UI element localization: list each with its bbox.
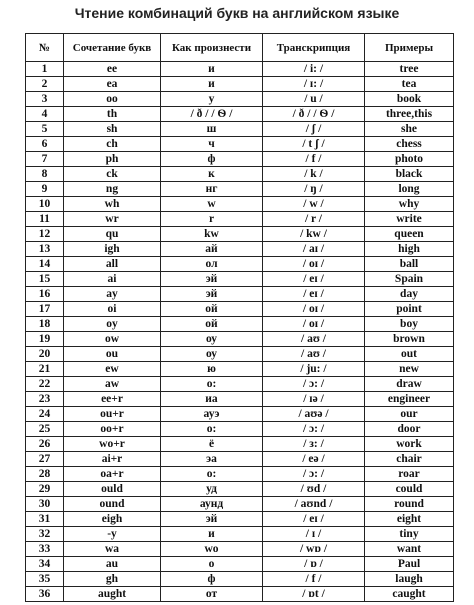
table-row	[26, 287, 454, 302]
cell-letter-combination: ou	[64, 347, 161, 362]
cell-transcription: / aʊnd /	[263, 497, 365, 512]
table-row	[26, 452, 454, 467]
cell-letter-combination: wr	[64, 212, 161, 227]
table-row	[26, 182, 454, 197]
cell-example: brown	[365, 332, 454, 347]
cell-number: 33	[26, 542, 64, 557]
cell-example: Spain	[365, 272, 454, 287]
cell-transcription: / f /	[263, 152, 365, 167]
table-row	[26, 167, 454, 182]
cell-pronunciation: ол	[161, 257, 263, 272]
table-row	[26, 437, 454, 452]
cell-example: new	[365, 362, 454, 377]
cell-transcription: / kw /	[263, 227, 365, 242]
cell-letter-combination: ea	[64, 77, 161, 92]
cell-letter-combination: ow	[64, 332, 161, 347]
cell-pronunciation: о	[161, 557, 263, 572]
cell-pronunciation: ш	[161, 122, 263, 137]
cell-example: round	[365, 497, 454, 512]
cell-transcription: / ɔ: /	[263, 377, 365, 392]
table-row	[26, 527, 454, 542]
cell-transcription: / k /	[263, 167, 365, 182]
cell-pronunciation: нг	[161, 182, 263, 197]
cell-transcription: / eə /	[263, 452, 365, 467]
cell-example: roar	[365, 467, 454, 482]
table-row	[26, 317, 454, 332]
table-row	[26, 542, 454, 557]
cell-pronunciation: ой	[161, 302, 263, 317]
cell-transcription: / r /	[263, 212, 365, 227]
table-row	[26, 482, 454, 497]
cell-number: 17	[26, 302, 64, 317]
cell-example: day	[365, 287, 454, 302]
table-row	[26, 122, 454, 137]
cell-example: point	[365, 302, 454, 317]
cell-transcription: / ʊd /	[263, 482, 365, 497]
cell-letter-combination: ou+r	[64, 407, 161, 422]
header-letter-combination: Сочетание букв	[64, 34, 161, 62]
cell-transcription: / ɔ: /	[263, 467, 365, 482]
cell-pronunciation: ё	[161, 437, 263, 452]
cell-pronunciation: о:	[161, 422, 263, 437]
cell-letter-combination: -y	[64, 527, 161, 542]
cell-pronunciation: ю	[161, 362, 263, 377]
cell-example: tea	[365, 77, 454, 92]
cell-letter-combination: oa+r	[64, 467, 161, 482]
cell-pronunciation: ой	[161, 317, 263, 332]
cell-pronunciation: kw	[161, 227, 263, 242]
table-row	[26, 407, 454, 422]
cell-pronunciation: эа	[161, 452, 263, 467]
table-row	[26, 587, 454, 602]
cell-number: 4	[26, 107, 64, 122]
cell-pronunciation: у	[161, 92, 263, 107]
cell-number: 20	[26, 347, 64, 362]
cell-example: high	[365, 242, 454, 257]
cell-transcription: / oɪ /	[263, 257, 365, 272]
cell-number: 36	[26, 587, 64, 602]
cell-transcription: / oɪ /	[263, 302, 365, 317]
cell-letter-combination: sh	[64, 122, 161, 137]
cell-example: chair	[365, 452, 454, 467]
page-title: Чтение комбинаций букв на английском языке	[74, 5, 400, 21]
cell-example: eight	[365, 512, 454, 527]
cell-letter-combination: ee+r	[64, 392, 161, 407]
cell-pronunciation: и	[161, 527, 263, 542]
cell-letter-combination: ph	[64, 152, 161, 167]
cell-number: 29	[26, 482, 64, 497]
table-body	[26, 62, 454, 602]
cell-transcription: / ɪ: /	[263, 77, 365, 92]
cell-pronunciation: ф	[161, 572, 263, 587]
cell-example: long	[365, 182, 454, 197]
cell-number: 15	[26, 272, 64, 287]
table-row	[26, 557, 454, 572]
cell-example: laugh	[365, 572, 454, 587]
cell-example: chess	[365, 137, 454, 152]
cell-pronunciation: wo	[161, 542, 263, 557]
cell-letter-combination: ay	[64, 287, 161, 302]
cell-transcription: / wɒ /	[263, 542, 365, 557]
cell-transcription: / u /	[263, 92, 365, 107]
table-row	[26, 347, 454, 362]
cell-example: tiny	[365, 527, 454, 542]
cell-pronunciation: и	[161, 62, 263, 77]
cell-example: engineer	[365, 392, 454, 407]
cell-transcription: / f /	[263, 572, 365, 587]
cell-letter-combination: ew	[64, 362, 161, 377]
cell-example: she	[365, 122, 454, 137]
header-transcription: Транскрипция	[263, 34, 365, 62]
cell-transcription: / eɪ /	[263, 287, 365, 302]
cell-example: photo	[365, 152, 454, 167]
cell-transcription: / ɒt /	[263, 587, 365, 602]
table-row	[26, 242, 454, 257]
cell-transcription: / ɔ: /	[263, 422, 365, 437]
cell-example: boy	[365, 317, 454, 332]
table-header-row	[26, 34, 454, 62]
cell-number: 13	[26, 242, 64, 257]
cell-transcription: / eɪ /	[263, 512, 365, 527]
table-row	[26, 77, 454, 92]
cell-number: 21	[26, 362, 64, 377]
table-row	[26, 197, 454, 212]
cell-transcription: / ju: /	[263, 362, 365, 377]
cell-example: door	[365, 422, 454, 437]
cell-number: 35	[26, 572, 64, 587]
cell-letter-combination: aw	[64, 377, 161, 392]
cell-pronunciation: ай	[161, 242, 263, 257]
cell-number: 23	[26, 392, 64, 407]
cell-number: 31	[26, 512, 64, 527]
header-pronunciation: Как произнести	[161, 34, 263, 62]
table-row	[26, 512, 454, 527]
cell-transcription: / ɒ /	[263, 557, 365, 572]
cell-number: 8	[26, 167, 64, 182]
table-row	[26, 392, 454, 407]
cell-number: 24	[26, 407, 64, 422]
cell-number: 30	[26, 497, 64, 512]
table-row	[26, 377, 454, 392]
cell-transcription: / t ʃ /	[263, 137, 365, 152]
cell-number: 5	[26, 122, 64, 137]
cell-pronunciation: / ð / / Ѳ /	[161, 107, 263, 122]
cell-example: tree	[365, 62, 454, 77]
cell-number: 6	[26, 137, 64, 152]
cell-pronunciation: о:	[161, 377, 263, 392]
letter-combinations-table	[25, 33, 454, 602]
cell-number: 3	[26, 92, 64, 107]
cell-letter-combination: oo+r	[64, 422, 161, 437]
header-examples: Примеры	[365, 34, 454, 62]
cell-transcription: / ð / / Ѳ /	[263, 107, 365, 122]
table-row	[26, 467, 454, 482]
cell-letter-combination: oi	[64, 302, 161, 317]
cell-pronunciation: ф	[161, 152, 263, 167]
table-row	[26, 272, 454, 287]
cell-number: 18	[26, 317, 64, 332]
table-row	[26, 497, 454, 512]
cell-number: 7	[26, 152, 64, 167]
cell-transcription: / ʃ /	[263, 122, 365, 137]
cell-letter-combination: ee	[64, 62, 161, 77]
table-row	[26, 152, 454, 167]
table-row	[26, 92, 454, 107]
cell-letter-combination: aught	[64, 587, 161, 602]
table-row	[26, 422, 454, 437]
cell-number: 25	[26, 422, 64, 437]
cell-letter-combination: igh	[64, 242, 161, 257]
cell-pronunciation: и	[161, 77, 263, 92]
cell-example: could	[365, 482, 454, 497]
cell-transcription: / з: /	[263, 437, 365, 452]
cell-example: ball	[365, 257, 454, 272]
cell-number: 11	[26, 212, 64, 227]
cell-example: out	[365, 347, 454, 362]
cell-letter-combination: au	[64, 557, 161, 572]
cell-transcription: / aʊ /	[263, 347, 365, 362]
cell-example: work	[365, 437, 454, 452]
cell-example: queen	[365, 227, 454, 242]
cell-letter-combination: wo+r	[64, 437, 161, 452]
cell-example: write	[365, 212, 454, 227]
cell-letter-combination: wh	[64, 197, 161, 212]
cell-number: 27	[26, 452, 64, 467]
cell-letter-combination: ng	[64, 182, 161, 197]
cell-number: 16	[26, 287, 64, 302]
cell-number: 9	[26, 182, 64, 197]
cell-pronunciation: от	[161, 587, 263, 602]
cell-transcription: / aʊ /	[263, 332, 365, 347]
cell-transcription: / eɪ /	[263, 272, 365, 287]
cell-letter-combination: ound	[64, 497, 161, 512]
cell-pronunciation: эй	[161, 287, 263, 302]
cell-pronunciation: эй	[161, 512, 263, 527]
cell-example: Paul	[365, 557, 454, 572]
cell-pronunciation: ауэ	[161, 407, 263, 422]
cell-example: why	[365, 197, 454, 212]
cell-letter-combination: gh	[64, 572, 161, 587]
cell-example: black	[365, 167, 454, 182]
cell-number: 26	[26, 437, 64, 452]
cell-transcription: / aʊə /	[263, 407, 365, 422]
cell-example: our	[365, 407, 454, 422]
table-row	[26, 212, 454, 227]
cell-pronunciation: ч	[161, 137, 263, 152]
table-row	[26, 107, 454, 122]
cell-letter-combination: th	[64, 107, 161, 122]
cell-letter-combination: ould	[64, 482, 161, 497]
cell-number: 34	[26, 557, 64, 572]
cell-letter-combination: eigh	[64, 512, 161, 527]
cell-letter-combination: oy	[64, 317, 161, 332]
cell-number: 28	[26, 467, 64, 482]
cell-letter-combination: ch	[64, 137, 161, 152]
table-row	[26, 62, 454, 77]
cell-letter-combination: all	[64, 257, 161, 272]
header-number: №	[26, 34, 64, 62]
cell-example: draw	[365, 377, 454, 392]
cell-letter-combination: qu	[64, 227, 161, 242]
cell-transcription: / ŋ /	[263, 182, 365, 197]
cell-example: three,this	[365, 107, 454, 122]
cell-pronunciation: о:	[161, 467, 263, 482]
table-row	[26, 572, 454, 587]
cell-example: book	[365, 92, 454, 107]
cell-letter-combination: oo	[64, 92, 161, 107]
cell-number: 22	[26, 377, 64, 392]
cell-letter-combination: wa	[64, 542, 161, 557]
cell-number: 10	[26, 197, 64, 212]
cell-transcription: / ɪə /	[263, 392, 365, 407]
cell-number: 32	[26, 527, 64, 542]
cell-transcription: / aɪ /	[263, 242, 365, 257]
cell-pronunciation: оу	[161, 347, 263, 362]
cell-letter-combination: ai	[64, 272, 161, 287]
cell-number: 12	[26, 227, 64, 242]
cell-pronunciation: к	[161, 167, 263, 182]
cell-pronunciation: эй	[161, 272, 263, 287]
table-row	[26, 362, 454, 377]
cell-transcription: / oɪ /	[263, 317, 365, 332]
table-row	[26, 137, 454, 152]
cell-pronunciation: оу	[161, 332, 263, 347]
cell-example: caught	[365, 587, 454, 602]
cell-pronunciation: r	[161, 212, 263, 227]
cell-pronunciation: уд	[161, 482, 263, 497]
cell-pronunciation: иа	[161, 392, 263, 407]
table-row	[26, 302, 454, 317]
cell-pronunciation: аунд	[161, 497, 263, 512]
cell-number: 2	[26, 77, 64, 92]
cell-number: 19	[26, 332, 64, 347]
cell-transcription: / w /	[263, 197, 365, 212]
cell-pronunciation: w	[161, 197, 263, 212]
table-row	[26, 257, 454, 272]
cell-letter-combination: ck	[64, 167, 161, 182]
cell-transcription: / ɪ /	[263, 527, 365, 542]
table-row	[26, 332, 454, 347]
cell-number: 14	[26, 257, 64, 272]
table-row	[26, 227, 454, 242]
cell-number: 1	[26, 62, 64, 77]
cell-example: want	[365, 542, 454, 557]
cell-letter-combination: ai+r	[64, 452, 161, 467]
cell-transcription: / i: /	[263, 62, 365, 77]
